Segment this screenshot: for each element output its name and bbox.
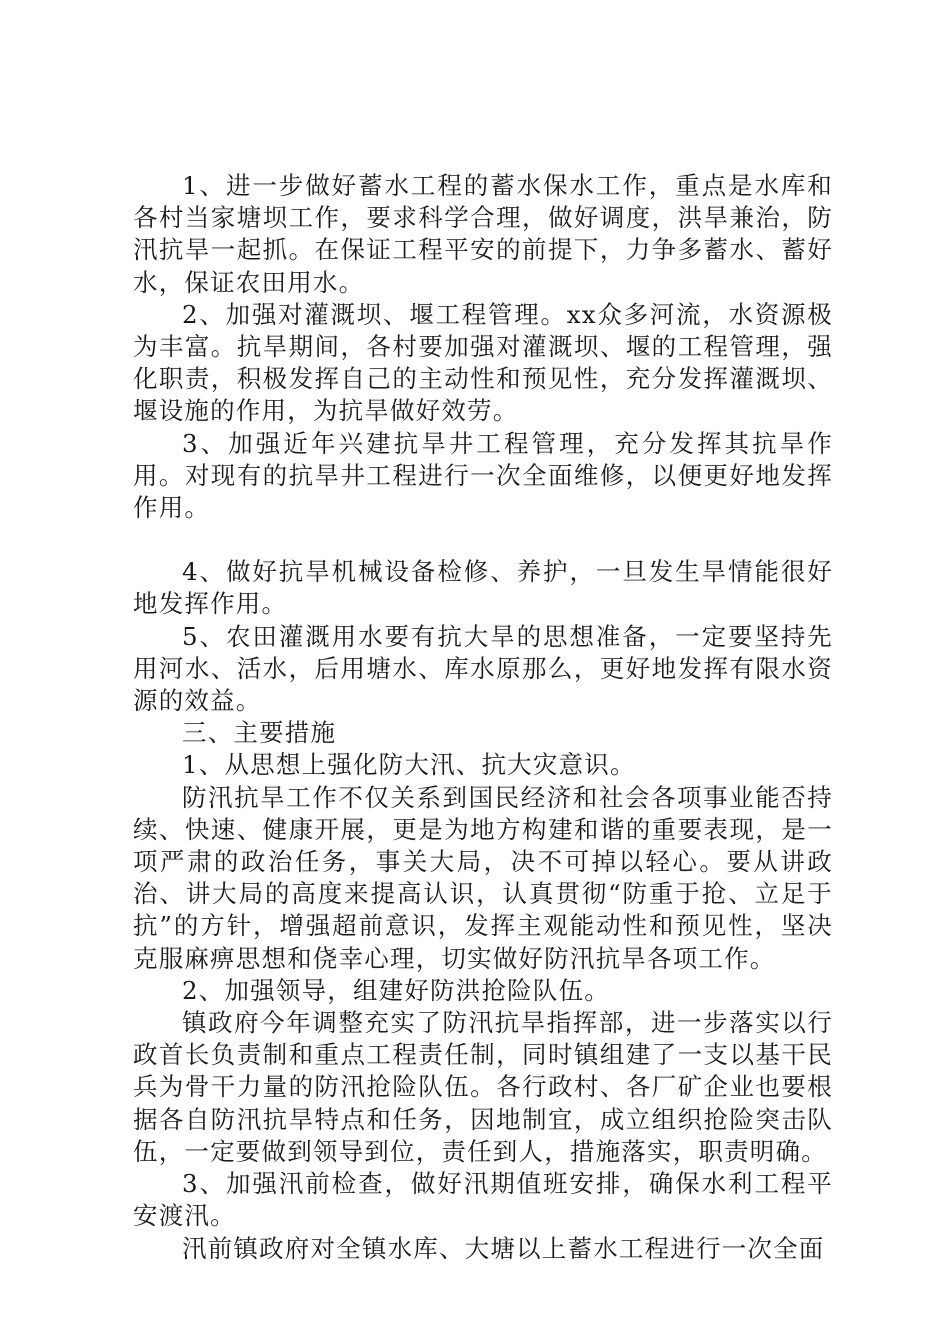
paragraph-leadership-body: 镇政府今年调整充实了防汛抗旱指挥部，进一步落实以行政首长负责制和重点工程责任制，同时镇组建了一支以基干民兵为骨干力量的防汛抢险队伍。各行政村、各厂矿企业也要根据各自防汛抗旱特点和任务，因地制宜，成立组织抢险突击队伍，一定要做到领导到位，责任到人，措施落实，职责明确。 (133, 1008, 833, 1166)
paragraph-inspection-body: 汛前镇政府对全镇水库、大塘以上蓄水工程进行一次全面 (182, 1233, 825, 1263)
document-page (133, 170, 833, 1265)
paragraph-storage-work: 1、进一步做好蓄水工程的蓄水保水工作，重点是水库和各村当家塘坝工作，要求科学合理，做好调度，洪旱兼治，防汛抗旱一起抓。在保证工程平安的前提下，力争多蓄水、蓄好水，保证农田用水。 (133, 171, 833, 297)
paragraph-gap (133, 524, 833, 556)
paragraph-irrigation-dams: 2、加强对灌溉坝、堰工程管理。xx众多河流，水资源极为丰富。抗旱期间，各村要加强对灌溉坝、堰的工程管理，强化职责，积极发挥自己的主动性和预见性，充分发挥灌溉坝、堰设施的作用，为抗旱做好效劳。 (133, 299, 833, 426)
paragraph-drought-wells: 3、加强近年兴建抗旱井工程管理，充分发挥其抗旱作用。对现有的抗旱井工程进行一次全面维修，以便更好地发挥作用。 (133, 428, 833, 523)
measure-heading-awareness: 1、从思想上强化防大汛、抗大灾意识。 (182, 750, 636, 780)
section-heading-measures: 三、主要措施 (182, 718, 337, 748)
measure-heading-inspection: 3、加强汛前检查，做好汛期值班安排，确保水利工程平安渡汛。 (133, 1169, 833, 1231)
paragraph-machinery: 4、做好抗旱机械设备检修、养护，一旦发生旱情能很好地发挥作用。 (133, 557, 833, 619)
paragraph-awareness-body: 防汛抗旱工作不仅关系到国民经济和社会各项事业能否持续、快速、健康开展，更是为地方构建和谐的重要表现，是一项严肃的政治任务，事关大局，决不可掉以轻心。要从讲政治、讲大局的高度来提高认识，认真贯彻“防重于抢、立足于抗”的方针，增强超前意识，发挥主观能动性和预见性，坚决克服麻痹思想和侥幸心理，切实做好防汛抗旱各项工作。 (133, 782, 833, 973)
measure-heading-leadership: 2、加强领导，组建好防洪抢险队伍。 (182, 975, 610, 1005)
paragraph-farmland-water: 5、农田灌溉用水要有抗大旱的思想准备，一定要坚持先用河水、活水，后用塘水、库水原那么，更好地发挥有限水资源的效益。 (133, 621, 833, 716)
